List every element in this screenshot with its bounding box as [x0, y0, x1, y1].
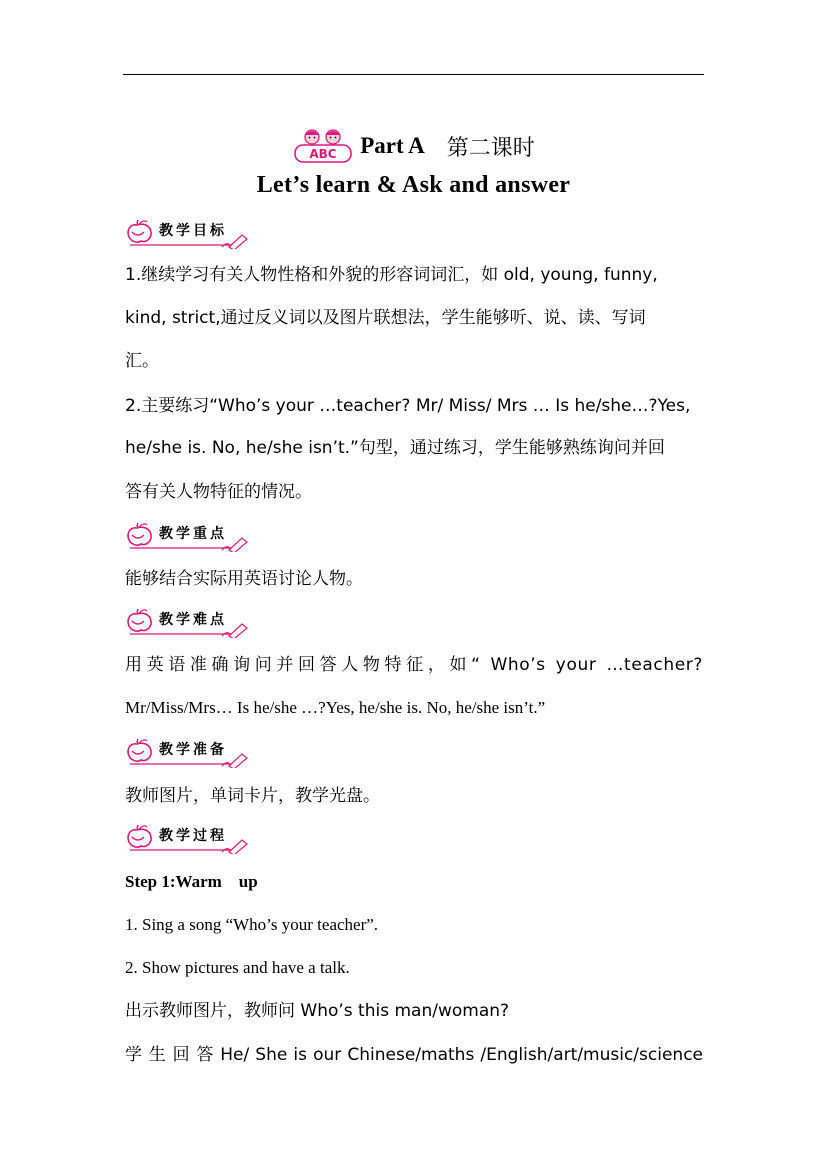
section-key-points [124, 520, 250, 552]
lesson-title [292, 128, 535, 164]
section-objectives [124, 217, 250, 249]
title-part: Part A [360, 133, 425, 158]
difficulties-line2: Mr/Miss/Mrs… Is he/she …?Yes, he/she is. No, he/she isn’t.” [125, 698, 546, 717]
objective-2-line2: he/she is. No, he/she isn’t.”句型，通过练习，学生能够熟练询问并回 [125, 438, 665, 458]
preparation-text: 教师图片，单词卡片，教学光盘。 [125, 786, 380, 806]
process-line4: 学 生 回 答 He/ She is our Chinese/maths /English/art/music/science [125, 1045, 703, 1065]
objective-1-line3: 汇。 [125, 351, 159, 371]
process-line2: 2. Show pictures and have a talk. [125, 958, 350, 977]
section-label: 教学目标 [159, 223, 227, 239]
objective-2-line1: 2.主要练习“Who’s your …teacher? Mr/ Miss/ Mrs … Is he/she…?Yes, [125, 396, 691, 416]
key-points-text: 能够结合实际用英语讨论人物。 [125, 569, 363, 589]
objective-2-line3: 答有关人物特征的情况。 [125, 482, 312, 502]
lesson-title-row [0, 128, 827, 169]
logo-abc-text: ABC [309, 147, 337, 161]
section-label: 教学难点 [159, 612, 227, 628]
section-process [124, 822, 250, 854]
section-preparation [124, 736, 250, 768]
header-rule [123, 74, 704, 75]
section-label: 教学重点 [159, 526, 227, 542]
section-label: 教学准备 [159, 742, 227, 758]
title-lesson: 第二课时 [446, 135, 535, 161]
step1-title: Step 1:Warm up [125, 872, 258, 891]
process-line1: 1. Sing a song “Who’s your teacher”. [125, 915, 379, 934]
kids-abc-logo [292, 128, 354, 164]
section-difficulties [124, 606, 250, 638]
lesson-subtitle: Let’s learn & Ask and answer [256, 172, 571, 198]
process-line3: 出示教师图片，教师问 Who’s this man/woman? [125, 1001, 510, 1021]
objective-1-line1: 1.继续学习有关人物性格和外貌的形容词词汇，如 old, young, funny, [125, 265, 658, 285]
difficulties-line1: 用英语准确询问并回答人物特征，如“ Who’s your …teacher? [125, 655, 703, 675]
objective-1-line2: kind, strict,通过反义词以及图片联想法，学生能够听、说、读、写词 [125, 308, 646, 328]
section-label: 教学过程 [159, 828, 227, 844]
